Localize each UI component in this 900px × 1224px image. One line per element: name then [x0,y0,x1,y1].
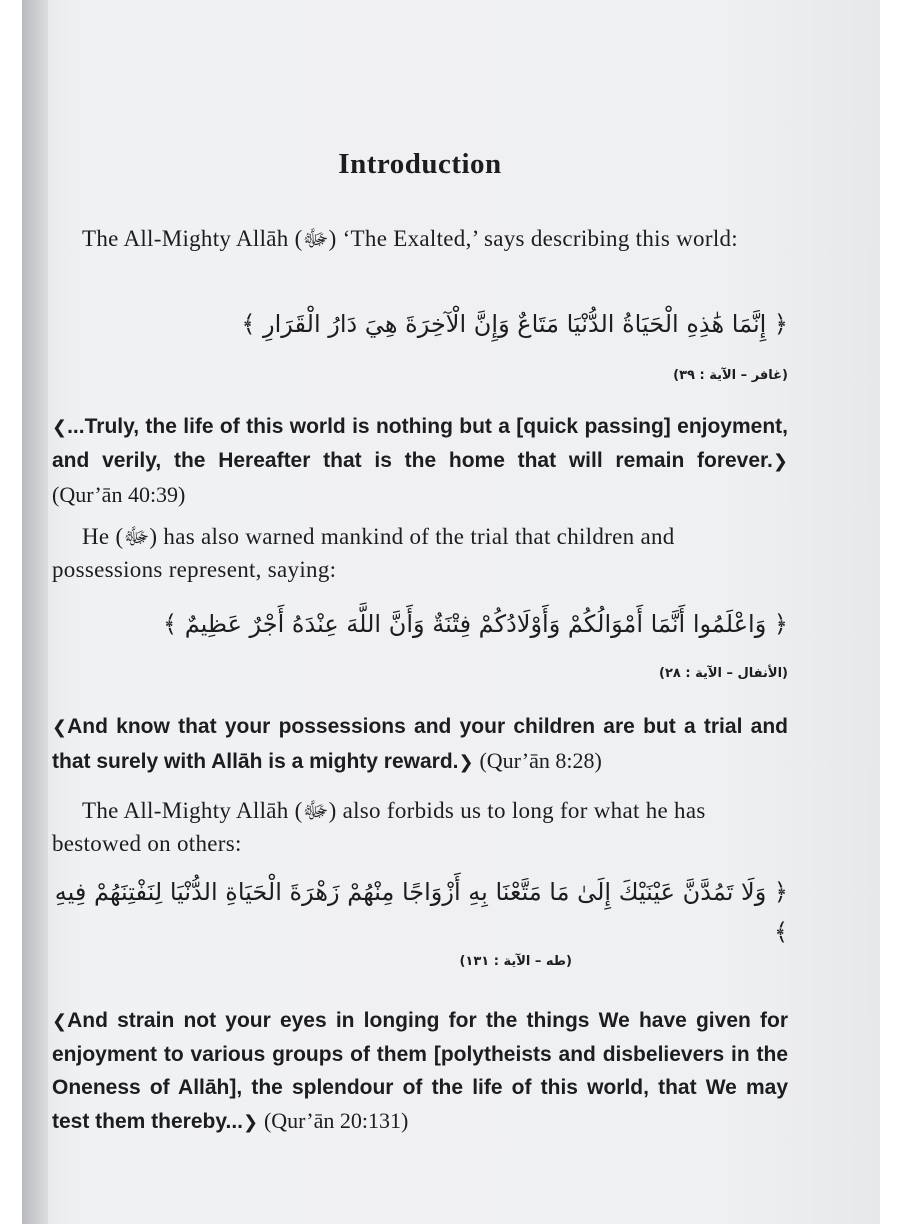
verse-1-reference: (غافر – الآية : ٣٩) [673,368,788,383]
intro-paragraph: The All-Mighty Allāh (ﷻ) ‘The Exalted,’ says describing this world: [82,226,738,251]
translation-2-citation: (Qur’ān 8:28) [479,748,602,773]
book-spine-shadow [22,0,48,1224]
translation-3 [52,1004,788,1139]
close-bracket-icon: ❯ [458,752,474,773]
page-title: Introduction [338,148,502,180]
translation-1 [52,410,788,512]
verse-3-reference: (طه – الآية : ١٣١) [459,954,572,969]
arabic-verse-1: ﴿ إِنَّمَا هَٰذِهِ الْحَيَاةُ الدُّنْيَا مَتَاعٌ وَإِنَّ الْآخِرَةَ هِيَ دَارُ الْقَرَارِ ﴾ [241,310,788,338]
open-bracket-icon: ❮ [52,717,68,738]
book-page [22,0,880,1224]
translation-3-citation: (Qur’ān 20:131) [263,1108,409,1133]
arabic-verse-2: ﴿ وَاعْلَمُوا أَنَّمَا أَمْوَالُكُمْ وَأَوْلَادُكُمْ فِتْنَةٌ وَأَنَّ اللَّهَ عِنْدَهُ أَجْرٌ عَظِيمٌ ﴾ [163,610,788,638]
translation-2 [52,710,788,779]
open-bracket-icon: ❮ [52,417,68,438]
verse-2-reference: (الأنفال – الآية : ٢٨) [658,666,788,681]
warning-paragraph: He (ﷻ) has also warned mankind of the trial that children and possessions represent, saying: [52,524,675,582]
open-bracket-icon: ❮ [52,1011,68,1032]
close-bracket-icon: ❯ [772,451,788,472]
arabic-verse-3: ﴿ وَلَا تَمُدَّنَّ عَيْنَيْكَ إِلَىٰ مَا مَتَّعْنَا بِهِ أَزْوَاجًا مِنْهُمْ زَهْرَةَ الْحَيَاةِ الدُّنْيَا لِنَفْتِنَهُمْ فِيهِ ﴾ [54,878,788,946]
translation-1-citation: (Qur’ān 40:39) [52,482,186,507]
translation-3-text: And strain not your eyes in longing for the things We have given for enjoyment to various groups of them [polytheists and disbelievers in the Oneness of Allāh], the splendour of the life of this world, that We may test them thereby... [52,1009,788,1133]
close-bracket-icon: ❯ [243,1112,259,1133]
translation-2-text: And know that your possessions and your children are but a trial and that surely with Allāh is a mighty reward. [52,715,788,773]
translation-1-text: ...Truly, the life of this world is nothing but a [quick passing] enjoyment, and verily, the Hereafter that is the home that will remain forever. [52,415,788,472]
forbid-paragraph: The All-Mighty Allāh (ﷻ) also forbids us to long for what he has bestowed on others: [52,798,706,856]
